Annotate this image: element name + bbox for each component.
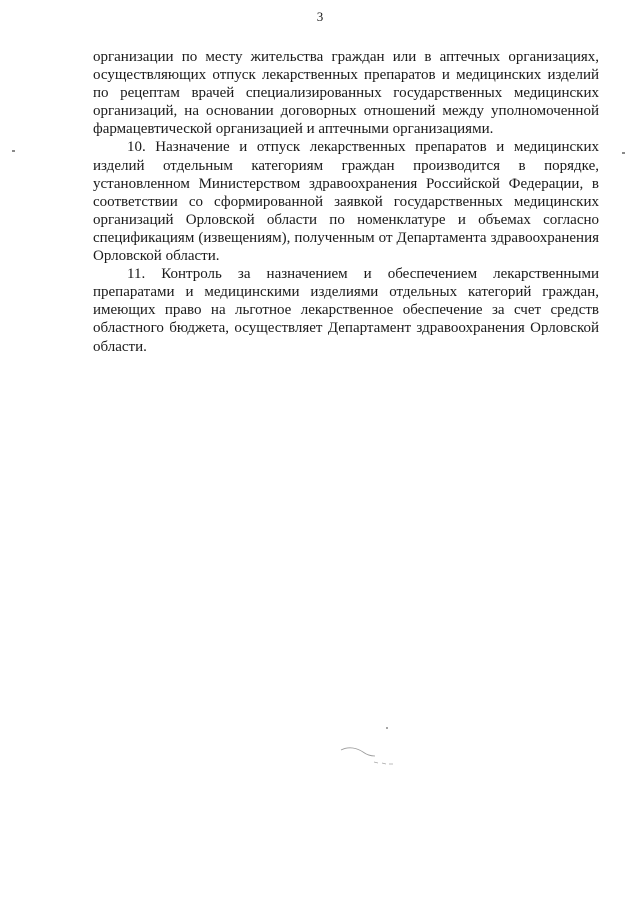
signature-mark — [338, 724, 408, 774]
signature-stroke — [341, 748, 375, 756]
paragraph-11: 11. Контроль за назначением и обеспечением лекарственными препаратами и медицинскими изделиями отдельных категорий граждан, имеющих право на льготное лекарственное обеспечение за счет средств областного бюджета, осуществляет Департамент здравоохранения Орловской области. — [93, 266, 599, 355]
scan-mark-left — [12, 150, 15, 152]
scan-mark-right — [622, 152, 625, 154]
page-number: 3 — [316, 9, 324, 24]
signature-tail — [374, 762, 393, 764]
paragraph-10: 10. Назначение и отпуск лекарственных препаратов и медицинских изделий отдельным категориям граждан производится в порядке, установленном Министерством здравоохранения Российской Федерации, в соответствии со сформированной заявкой государственных медицинских организаций Орловской области по номенклатуре и объемах согласно спецификациям (извещениям), полученным от Департамента здравоохранения Орловской области. — [93, 139, 599, 265]
signature-dot — [386, 727, 388, 729]
paragraph-continuation: организации по месту жительства граждан или в аптечных организациях, осуществляющих отпуск лекарственных препаратов и медицинских изделий по рецептам врачей специализированных государственных медицинских организаций, на основании договорных отношений между уполномоченной фармацевтической организацией и аптечными организациями. — [93, 49, 599, 138]
document-body — [93, 48, 599, 356]
